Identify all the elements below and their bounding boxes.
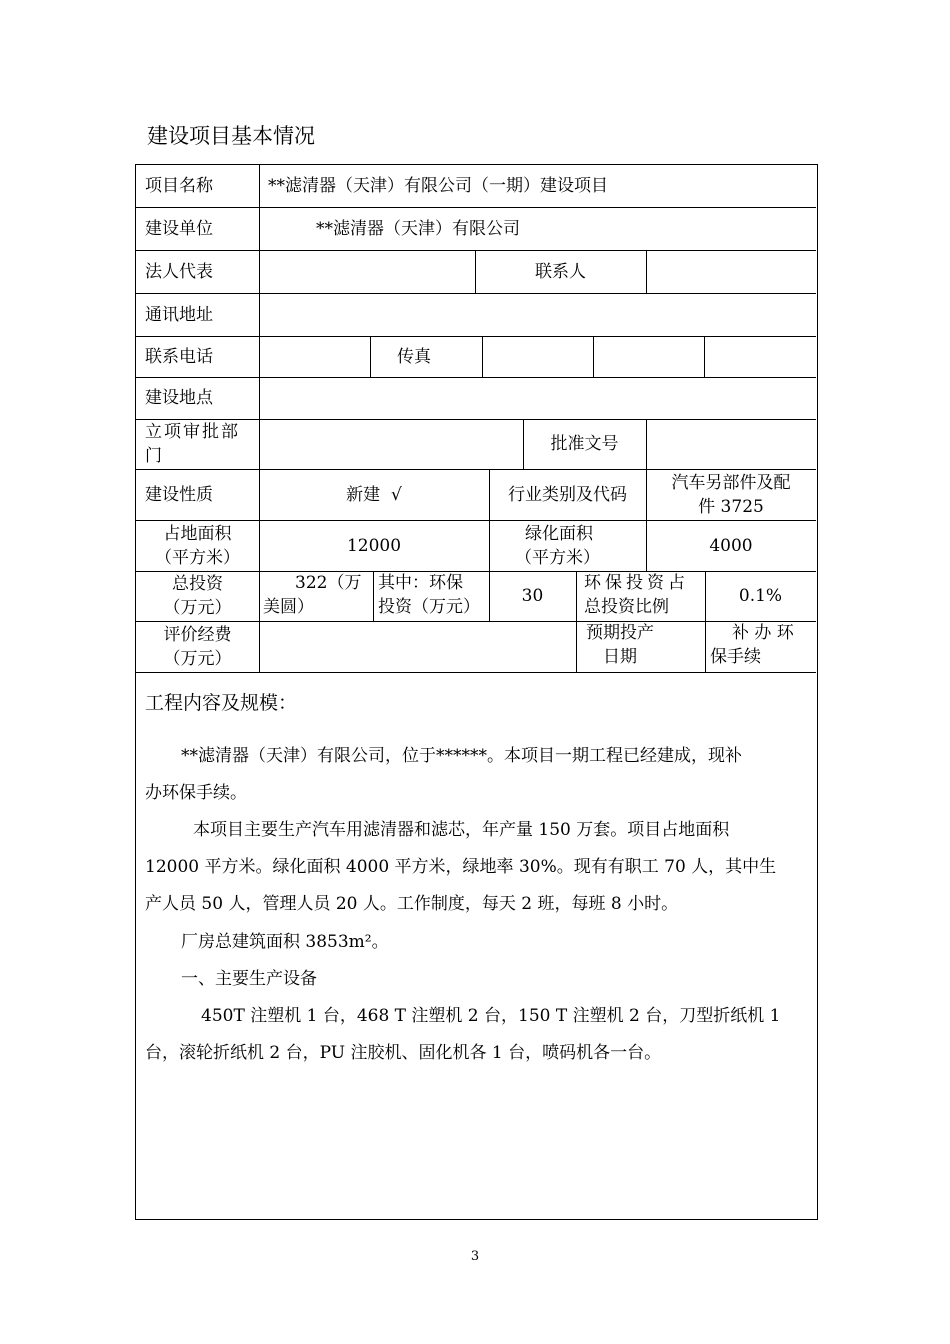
start-date-label-line: 预期投产 — [586, 623, 654, 643]
paragraph-scale-line: 12000 平方米。绿化面积 4000 平方米，绿地率 30%。现有有职工 70 人，其中生 — [145, 857, 777, 877]
row-divider — [136, 672, 816, 673]
industry-value-line: 件 3725 — [698, 496, 764, 517]
phone-label: 联系电话 — [145, 346, 213, 367]
approval-dept-label — [136, 419, 259, 469]
builder-value: **滤清器（天津）有限公司 — [316, 218, 520, 239]
site-label: 建设地点 — [145, 388, 213, 408]
approval-no-value — [646, 419, 816, 469]
contact-value — [646, 250, 816, 293]
start-date-value-line: 补 办 环 — [732, 623, 794, 643]
eval-fee-value — [259, 621, 576, 672]
builder-label: 建设单位 — [145, 218, 213, 239]
total-invest-value-line: 美圆） — [263, 597, 314, 617]
project-name-value: **滤清器（天津）有限公司（一期）建设项目 — [268, 176, 608, 196]
page-number: 3 — [470, 1249, 480, 1264]
nature-value: 新建 √ — [346, 484, 402, 505]
total-invest-label-line: 总投资 — [172, 574, 223, 594]
subsection-heading: 一、主要生产设备 — [181, 969, 317, 989]
land-area-label-line: 占地面积 — [163, 523, 232, 544]
address-label: 通讯地址 — [145, 304, 213, 325]
approval-dept-label-line: 立项审批部 — [145, 422, 240, 442]
total-invest-value-line: 322（万 — [295, 573, 362, 593]
col-divider — [704, 336, 705, 377]
green-area-label-line: 绿化面积 — [525, 523, 593, 544]
env-invest-label — [373, 571, 489, 621]
land-area-label-line: （平方米） — [155, 547, 240, 568]
eval-fee-label — [136, 621, 259, 672]
fax-label: 传真 — [397, 346, 431, 367]
industry-value-line: 汽车另部件及配 — [671, 472, 791, 493]
green-area-label — [489, 520, 646, 571]
section-title: 工程内容及规模： — [145, 692, 298, 714]
env-invest-label-line: 投资（万元） — [378, 597, 480, 617]
phone-value — [259, 336, 370, 377]
green-area-label-line: （平方米） — [515, 547, 600, 568]
land-area-label — [136, 520, 259, 571]
approval-no-label: 批准文号 — [550, 434, 619, 454]
paragraph-intro-line: **滤清器（天津）有限公司，位于******。本项目一期工程已经建成，现补 — [181, 746, 742, 766]
site-value — [259, 377, 816, 419]
start-date-value-line: 保手续 — [710, 647, 761, 667]
col-divider — [370, 336, 371, 377]
start-date-value — [705, 621, 816, 672]
eval-fee-label-line: 评价经费 — [163, 624, 232, 645]
contact-label: 联系人 — [535, 261, 586, 282]
env-ratio-label-line: 环保投资占 — [584, 573, 689, 593]
env-invest-label-line: 其中：环保 — [378, 573, 463, 593]
total-invest-value — [259, 571, 373, 621]
address-value — [259, 293, 816, 336]
eval-fee-label-line: （万元） — [163, 648, 232, 669]
total-invest-label-line: （万元） — [163, 598, 232, 618]
paragraph-equipment-line: 450T 注塑机 1 台，468 T 注塑机 2 台，150 T 注塑机 2 台，刀型折纸机 1 — [201, 1006, 781, 1026]
approval-dept-value — [259, 419, 523, 469]
industry-value — [646, 469, 816, 520]
start-date-label-line: 日期 — [603, 647, 637, 667]
env-ratio-label-line: 总投资比例 — [584, 597, 669, 617]
total-invest-label — [136, 571, 259, 621]
start-date-label — [576, 621, 705, 672]
paragraph-scale-line: 产人员 50 人，管理人员 20 人。工作制度，每天 2 班，每班 8 小时。 — [145, 894, 679, 914]
fax-value — [482, 336, 593, 377]
nature-label: 建设性质 — [145, 484, 213, 505]
env-ratio-label — [576, 571, 705, 621]
project-name-label: 项目名称 — [145, 176, 213, 196]
paragraph-intro-line: 办环保手续。 — [145, 783, 247, 803]
paragraph-scale-line: 本项目主要生产汽车用滤清器和滤芯，年产量 150 万套。项目占地面积 — [193, 820, 730, 840]
paragraph-equipment-line: 台，滚轮折纸机 2 台，PU 注胶机、固化机各 1 台，喷码机各一台。 — [145, 1043, 662, 1063]
legal-rep-label: 法人代表 — [145, 261, 213, 282]
env-invest-value: 30 — [521, 586, 544, 606]
page-heading: 建设项目基本情况 — [147, 124, 315, 148]
env-ratio-value: 0.1% — [738, 586, 783, 606]
land-area-value: 12000 — [346, 535, 402, 556]
green-area-value: 4000 — [709, 535, 753, 556]
industry-label: 行业类别及代码 — [508, 484, 627, 505]
approval-dept-label-line: 门 — [145, 446, 162, 466]
paragraph-floor-area: 厂房总建筑面积 3853m²。 — [181, 932, 389, 952]
col-divider — [593, 336, 594, 377]
legal-rep-value — [259, 250, 475, 293]
